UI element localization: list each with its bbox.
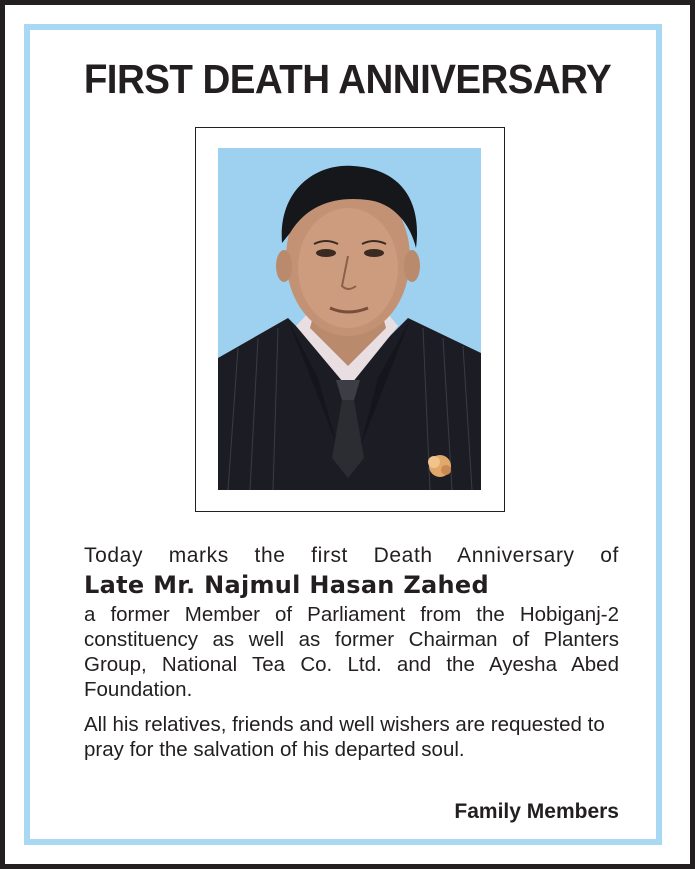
intro-text: Today marks the first Death Anniversary of — [84, 544, 619, 567]
portrait-frame — [195, 127, 505, 512]
notice-body — [84, 543, 619, 762]
signature: Family Members — [454, 800, 619, 823]
prayer-request-text: All his relatives, friends and well wishers are requested to pray for the salvation of his departed soul. — [84, 713, 605, 761]
deceased-name: Late Mr. Najmul Hasan Zahed — [84, 571, 489, 599]
notice-title: FIRST DEATH ANNIVERSARY — [83, 56, 612, 102]
portrait-photo — [218, 148, 481, 490]
description-text: a former Member of Parliament from the Hobiganj-2 constituency as well as former Chairman of Planters Group, National Tea Co. Ltd. and the Ayesha Abed Foundation. — [84, 603, 619, 701]
